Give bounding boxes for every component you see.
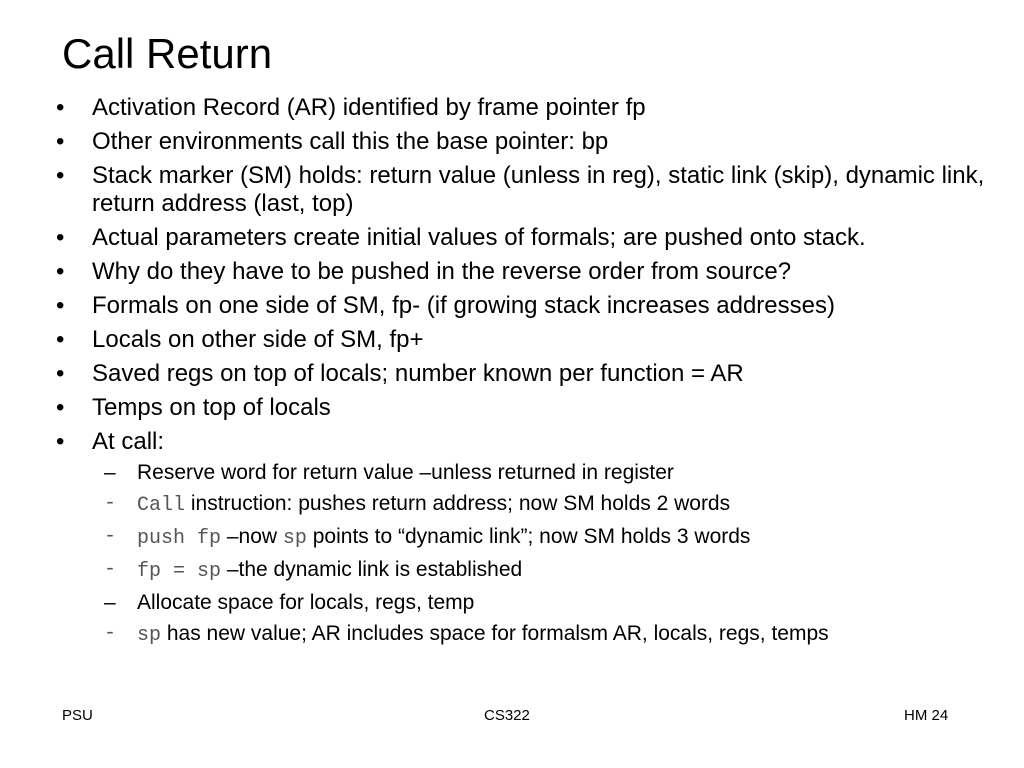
sub-bullet-text-2: points to “dynamic link”; now SM holds 3 words [306,525,751,548]
sub-bullet-item [52,524,992,552]
footer-left: PSU [62,707,93,724]
bullet-marker: • [56,94,65,121]
bullet-text: Why do they have to be pushed in the reverse order from source? [92,258,792,285]
bullet-text: Actual parameters create initial values of formals; are pushed onto stack. [92,224,866,251]
bullet-marker: • [56,224,65,251]
sub-bullet-item [52,621,992,649]
bullet-item [52,162,992,218]
bullet-item [52,360,992,388]
bullet-text: Saved regs on top of locals; number known per function = AR [92,360,744,387]
footer-right: HM 24 [904,707,949,724]
bullet-item [52,292,992,320]
sub-bullet-text: Allocate space for locals, regs, temp [137,591,475,614]
sub-bullet-marker: - [104,558,117,581]
sub-bullet-item [52,590,992,616]
sub-bullet-text: –the dynamic link is established [221,558,523,581]
sub-bullet-marker: - [104,492,117,515]
bullet-item [52,94,992,122]
bullet-item [52,428,992,456]
sub-bullet-marker: - [104,622,117,645]
sub-bullet-item [52,491,992,519]
bullet-item [52,258,992,286]
bullet-marker: • [56,128,65,155]
bullet-text: Stack marker (SM) holds: return value (unless in reg), static link (skip), dynamic link, return address (last, top) [92,162,985,217]
code-sp: sp [137,624,162,647]
sub-bullet-marker: - [104,525,117,548]
bullet-text: Formals on one side of SM, fp- (if growing stack increases addresses) [92,292,835,319]
sub-bullet-text: –now [221,525,283,548]
code-fp-equals-sp: fp = sp [137,560,222,583]
bullet-item [52,394,992,422]
code-call: Call [137,494,186,517]
sub-bullet-text: has new value; AR includes space for formalsm AR, locals, regs, temps [161,622,829,645]
bullet-item [52,224,992,252]
bullet-text: Temps on top of locals [92,394,331,421]
bullet-marker: • [56,428,65,455]
bullet-marker: • [56,258,65,285]
bullet-item [52,326,992,354]
sub-bullet-item [52,460,992,486]
sub-bullet-text: instruction: pushes return address; now SM holds 2 words [185,492,731,515]
footer-center: CS322 [484,707,530,724]
slide-body [52,94,992,654]
bullet-text: Locals on other side of SM, fp+ [92,326,424,353]
bullet-item [52,128,992,156]
bullet-marker: • [56,360,65,387]
sub-bullet-list [52,460,992,649]
bullet-marker: • [56,162,65,189]
slide-title: Call Return [62,30,273,77]
bullet-text: Activation Record (AR) identified by frame pointer fp [92,94,646,121]
sub-bullet-marker: – [104,591,116,614]
bullet-marker: • [56,394,65,421]
bullet-text: At call: [92,428,165,455]
bullet-marker: • [56,292,65,319]
sub-bullet-item [52,557,992,585]
bullet-text: Other environments call this the base pointer: bp [92,128,609,155]
sub-bullet-text: Reserve word for return value –unless returned in register [137,461,674,484]
bullet-marker: • [56,326,65,353]
code-sp: sp [282,527,307,550]
code-push-fp: push fp [137,527,222,550]
sub-bullet-marker: – [104,461,116,484]
